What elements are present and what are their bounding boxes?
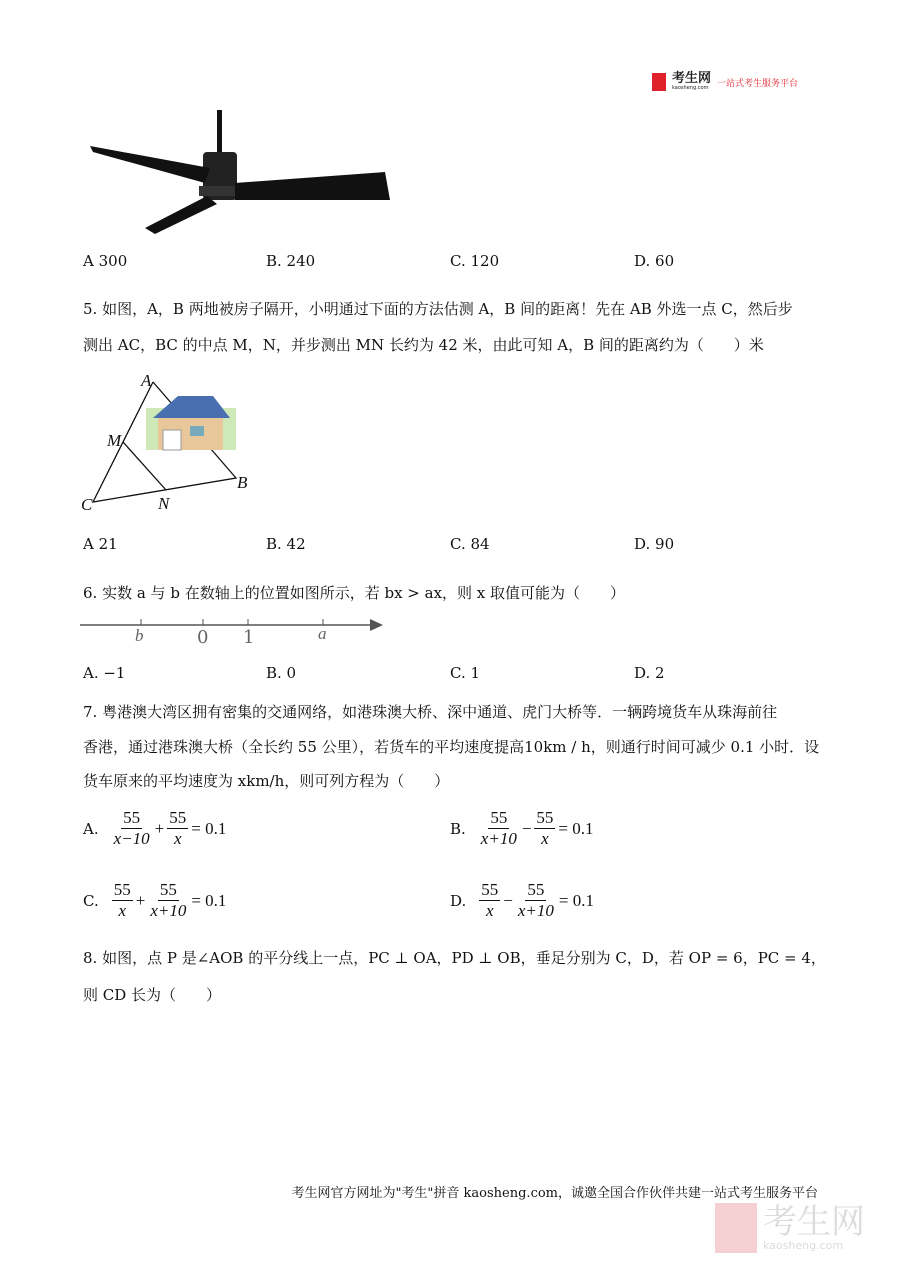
fraction-1	[112, 808, 152, 849]
watermark-mark-icon	[715, 1203, 757, 1253]
logo-domain: kaosheng.com	[672, 85, 709, 91]
axis-label-1: 1	[243, 627, 255, 648]
q7-text-line3: 货车原来的平均速度为 xkm/h，则可列方程为（ ）	[83, 772, 450, 790]
fraction-2	[148, 880, 188, 921]
q7-option-b[interactable]	[450, 808, 594, 849]
denominator: x	[173, 829, 182, 848]
operator: +	[135, 890, 146, 910]
denominator: x+10	[480, 829, 517, 848]
header-logo	[652, 73, 798, 91]
q4-option-b[interactable]: B. 240	[266, 252, 316, 270]
numerator: 55	[527, 880, 545, 899]
q6-option-d[interactable]: D. 2	[634, 664, 665, 682]
q4-option-c[interactable]: C. 120	[450, 252, 500, 270]
numerator: 55	[536, 808, 554, 827]
q7-text-line1: 7. 粤港澳大湾区拥有密集的交通网络，如港珠澳大桥、深中通道、虎门大桥等．一辆跨境货车从珠海前往	[83, 703, 778, 721]
numerator: 55	[159, 880, 177, 899]
denominator: x	[485, 901, 494, 920]
fraction-2	[534, 808, 555, 849]
option-label: B.	[450, 819, 466, 838]
fraction-2	[167, 808, 188, 849]
numerator: 55	[123, 808, 141, 827]
option-label: A.	[83, 819, 99, 838]
q5-text-line2: 测出 AC，BC 的中点 M，N，并步测出 MN 长约为 42 米，由此可知 A，B 间的距离约为（ ）米	[83, 336, 764, 354]
fraction-1	[479, 880, 500, 921]
q8-text-line2: 则 CD 长为（ ）	[83, 986, 222, 1004]
q5-text-line1: 5. 如图，A，B 两地被房子隔开，小明通过下面的方法估测 A，B 间的距离！先在 AB 外选一点 C，然后步	[83, 300, 793, 318]
rhs: = 0.1	[191, 818, 227, 838]
q6-option-c[interactable]: C. 1	[450, 664, 481, 682]
fraction-2	[516, 880, 556, 921]
rhs: = 0.1	[191, 890, 227, 910]
watermark-domain: kaosheng.com	[763, 1238, 844, 1252]
q7-text-line2: 香港，通过港珠澳大桥（全长约 55 公里），若货车的平均速度提高10km / h，则通行时间可减少 0.1 小时．设	[83, 738, 820, 756]
numerator: 55	[113, 880, 131, 899]
watermark-name: 考生网	[763, 1201, 865, 1242]
fraction-1	[112, 880, 133, 921]
number-line	[80, 615, 390, 635]
axis-label-a: a	[318, 624, 327, 643]
numerator: 55	[169, 808, 187, 827]
q5-option-d[interactable]: D. 90	[634, 535, 675, 553]
denominator: x−10	[113, 829, 150, 848]
label-a: A	[141, 371, 152, 390]
q5-option-a[interactable]: A 21	[83, 535, 118, 553]
q4-option-a[interactable]: A 300	[83, 252, 128, 270]
q7-option-c[interactable]	[83, 880, 226, 921]
option-label: D.	[450, 891, 467, 910]
rhs: = 0.1	[558, 818, 594, 838]
operator: −	[503, 890, 513, 910]
watermark-logo	[715, 1203, 865, 1253]
denominator: x	[118, 901, 126, 920]
axis-label-0: 0	[197, 627, 209, 648]
q6-option-b[interactable]: B. 0	[266, 664, 297, 682]
q5-option-b[interactable]: B. 42	[266, 535, 306, 553]
axis-label-b: b	[135, 626, 144, 645]
q7-option-a[interactable]	[83, 808, 226, 849]
denominator: x+10	[150, 901, 187, 920]
logo-name: 考生网	[672, 71, 712, 86]
option-label: C.	[83, 891, 99, 910]
label-b: B	[237, 473, 248, 492]
operator: −	[521, 818, 532, 838]
numerator: 55	[481, 880, 499, 899]
ceiling-fan-image	[85, 108, 395, 238]
logo-mark-icon	[652, 73, 666, 91]
label-c: C	[81, 495, 93, 514]
numerator: 55	[490, 808, 508, 827]
fraction-1	[479, 808, 519, 849]
rhs: = 0.1	[558, 890, 594, 910]
q6-option-a[interactable]: A. −1	[83, 664, 126, 682]
q5-option-c[interactable]: C. 84	[450, 535, 490, 553]
label-n: N	[158, 494, 170, 513]
q4-option-d[interactable]: D. 60	[634, 252, 675, 270]
q7-option-d[interactable]	[450, 880, 594, 921]
denominator: x	[541, 829, 549, 848]
denominator: x+10	[517, 901, 554, 920]
operator: +	[154, 818, 165, 838]
label-m: M	[107, 431, 122, 450]
header-slogan: 一站式考生服务平台	[717, 78, 799, 89]
q8-text-line1: 8. 如图，点 P 是∠AOB 的平分线上一点，PC ⊥ OA，PD ⊥ OB，垂足分别为 C，D，若 OP = 6，PC = 4，	[83, 949, 826, 967]
q6-text: 6. 实数 a 与 b 在数轴上的位置如图所示，若 bx > ax，则 x 取值可能为（ ）	[83, 584, 626, 602]
footer-text: 考生网官方网址为"考生"拼音 kaosheng.com，诚邀全国合作伙伴共建一站式考生服务平台	[291, 1186, 818, 1201]
